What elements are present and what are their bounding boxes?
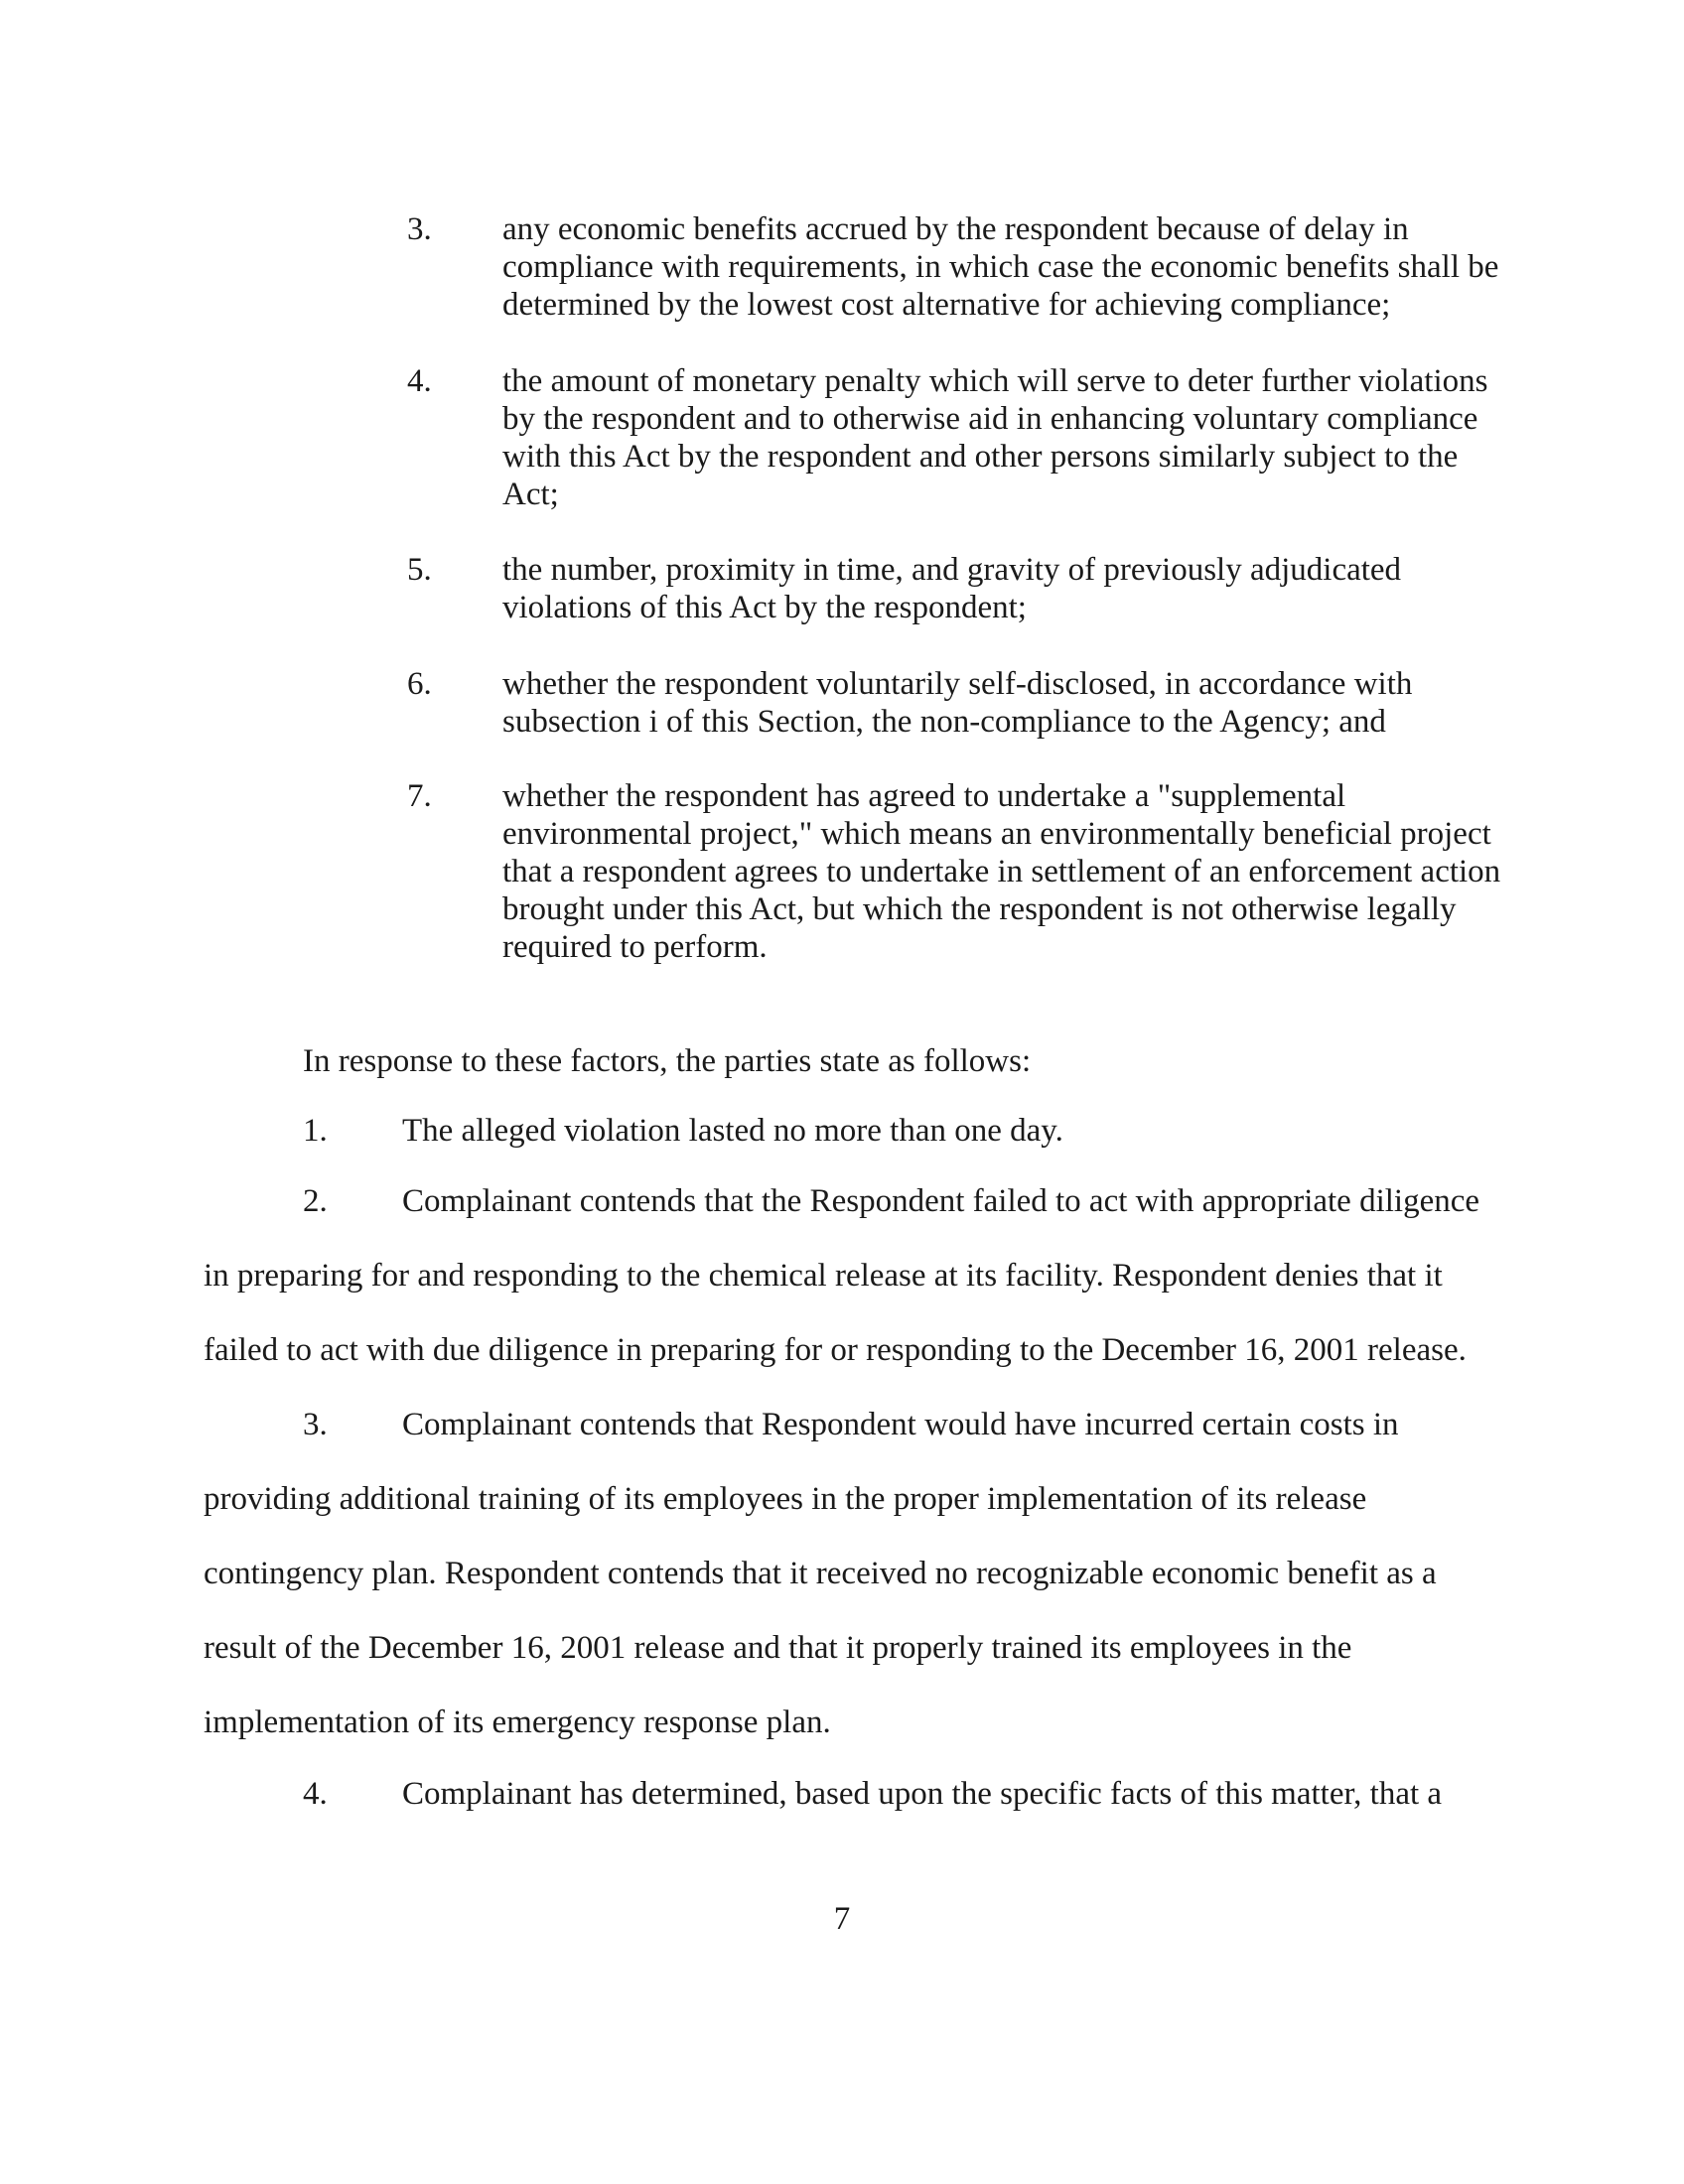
response-lead: Complainant has determined, based upon the specific facts of this matter, that a xyxy=(402,1776,1443,1812)
factor-number: 7. xyxy=(407,778,432,814)
factor-number: 6. xyxy=(407,666,432,702)
response-lead: Complainant contends that Respondent would have incurred certain costs in xyxy=(402,1407,1399,1442)
response-lead: Complainant contends that the Respondent failed to act with appropriate diligence xyxy=(402,1183,1480,1219)
factor-text: whether the respondent has agreed to undertake a "supplemental environmental project," which means an environmentally beneficial project that a respondent agrees to undertake in settlement of an enforcement action brought under this Act, but which the respondent is not otherwise legally required to perform. xyxy=(502,778,1501,965)
factor-text: any economic benefits accrued by the respondent because of delay in compliance with requirements, in which case the economic benefits shall be determined by the lowest cost alternative for achieving compliance; xyxy=(502,211,1499,323)
response-body: in preparing for and responding to the chemical release at its facility. Respondent denies that it failed to act with due diligence in preparing for or responding to the December 16, 2001 release. xyxy=(204,1258,1467,1368)
response-paragraph xyxy=(204,1388,1484,1760)
response-lead: The alleged violation lasted no more than one day. xyxy=(402,1113,1063,1149)
factor-item xyxy=(407,210,1519,330)
factor-number: 3. xyxy=(407,211,432,247)
factor-number: 5. xyxy=(407,552,432,588)
response-number: 3. xyxy=(303,1407,328,1442)
response-number: 4. xyxy=(303,1776,328,1812)
response-number: 2. xyxy=(303,1183,328,1219)
factor-number: 4. xyxy=(407,363,432,399)
response-paragraph xyxy=(204,1164,1484,1388)
factor-item xyxy=(407,665,1519,745)
response-paragraph xyxy=(204,1757,1484,1832)
factor-text: the amount of monetary penalty which will serve to deter further violations by the respondent and to otherwise aid in enhancing voluntary compliance with this Act by the respondent and other persons similarly subject to the Act; xyxy=(502,363,1488,512)
response-body: providing additional training of its employees in the proper implementation of its release contingency plan. Respondent contends that it received no recognizable economic benefit as a result of the December 16, 2001 release and that it properly trained its employees in the implementation of its emergency response plan. xyxy=(204,1481,1437,1740)
factor-item xyxy=(407,777,1519,976)
response-paragraph xyxy=(204,1094,1484,1168)
factor-text: the number, proximity in time, and gravity of previously adjudicated violations of this Act by the respondent; xyxy=(502,552,1402,625)
factor-text: whether the respondent voluntarily self-disclosed, in accordance with subsection i of this Section, the non-compliance to the Agency; and xyxy=(502,666,1413,740)
factor-item xyxy=(407,551,1519,630)
response-number: 1. xyxy=(303,1113,328,1149)
intro-line: In response to these factors, the parties state as follows: xyxy=(303,1043,1032,1079)
page-number: 7 xyxy=(833,1901,851,1937)
factor-item xyxy=(407,362,1519,521)
